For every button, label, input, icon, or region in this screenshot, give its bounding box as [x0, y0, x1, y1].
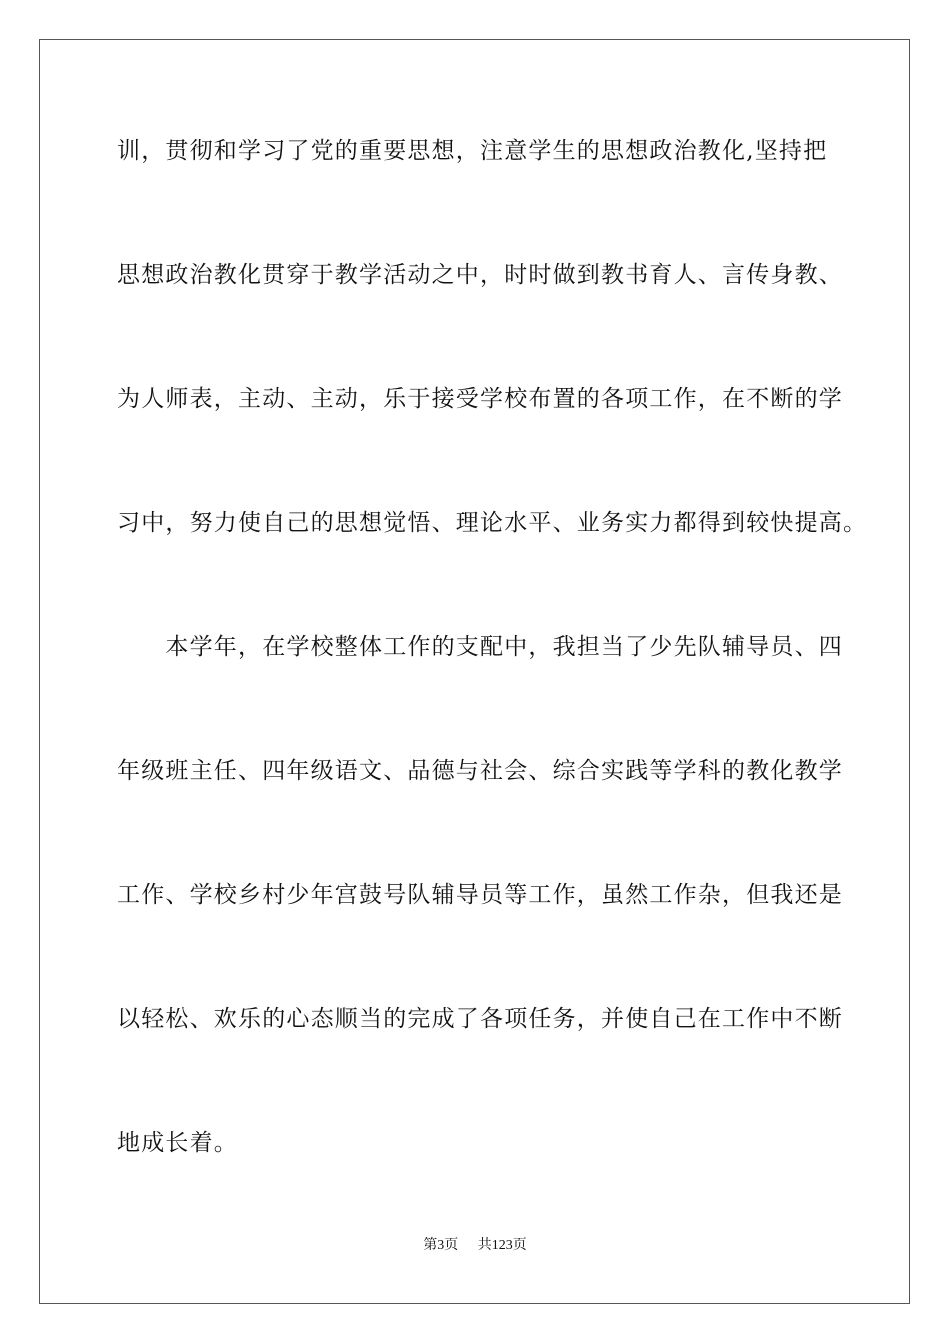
- text-line: 训，贯彻和学习了党的重要思想，注意学生的思想政治教化,坚持把: [117, 138, 828, 164]
- page-total: 共123页: [477, 1238, 527, 1253]
- text-line: 习中，努力使自己的思想觉悟、理论水平、业务实力都得到较快提高。: [117, 510, 868, 536]
- text-line: 思想政治教化贯穿于教学活动之中，时时做到教书育人、言传身教、: [117, 262, 843, 288]
- text-line: 工作、学校乡村少年宫鼓号队辅导员等工作，虽然工作杂，但我还是: [117, 882, 843, 908]
- text-line: 地成长着。: [117, 1130, 238, 1156]
- text-line: 以轻松、欢乐的心态顺当的完成了各项任务，并使自己在工作中不断: [117, 1006, 843, 1032]
- text-line: 年级班主任、四年级语文、品德与社会、综合实践等学科的教化教学: [117, 758, 843, 784]
- page-frame: [39, 39, 910, 1304]
- page-number: 第3页: [423, 1238, 459, 1253]
- text-line: 为人师表，主动、主动，乐于接受学校布置的各项工作，在不断的学: [117, 386, 843, 412]
- page-footer: [0, 1237, 950, 1255]
- text-line: 本学年，在学校整体工作的支配中，我担当了少先队辅导员、四: [117, 634, 843, 660]
